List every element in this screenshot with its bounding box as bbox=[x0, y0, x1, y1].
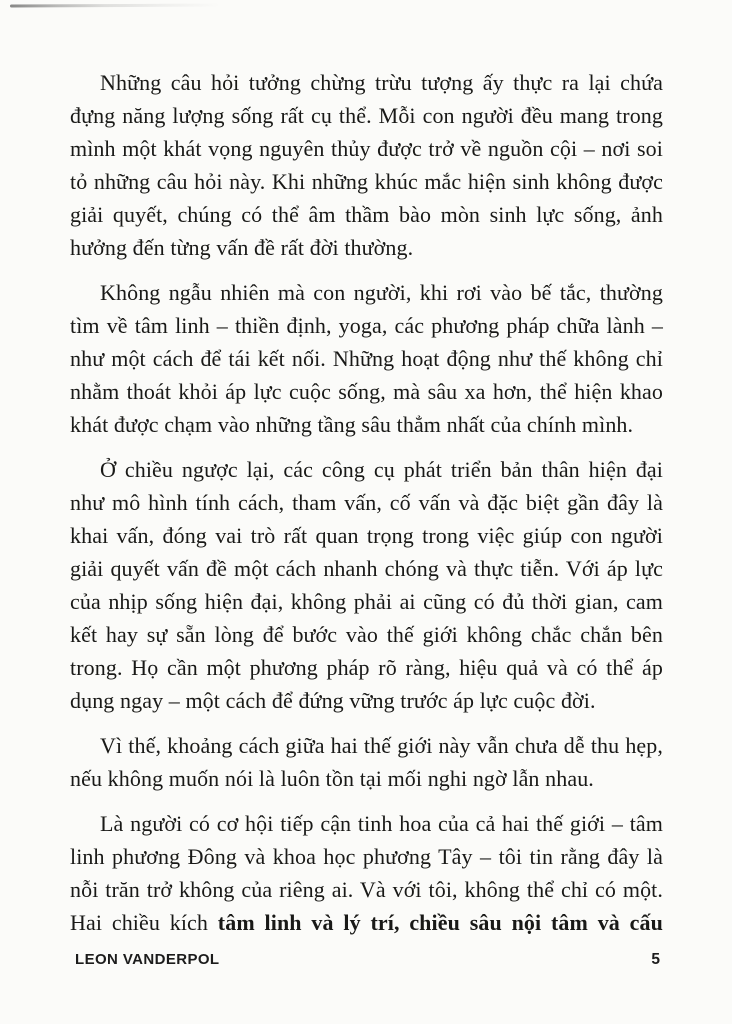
paragraph bbox=[70, 729, 663, 795]
body-text: Ở chiều ngược lại, các công cụ phát triển bản thân hiện đại như mô hình tính cách, tham vấn, cố vấn và đặc biệt gần đây là khai vấn, đóng vai trò rất quan trọng trong việc giúp con người giải quyết vấn đề một cách nhanh chóng và thực tiễn. Với áp lực của nhịp sống hiện đại, không phải ai cũng có đủ thời gian, cam kết hay sự sẵn lòng để bước vào thế giới không chắc chắn bên trong. Họ cần một phương pháp rõ ràng, hiệu quả và có thể áp dụng ngay – một cách để đứng vững trước áp lực cuộc đời. bbox=[70, 457, 663, 713]
body-text: Vì thế, khoảng cách giữa hai thế giới này vẫn chưa dễ thu hẹp, nếu không muốn nói là luôn tồn tại mối nghi ngờ lẫn nhau. bbox=[70, 733, 663, 791]
body-text: Những câu hỏi tưởng chừng trừu tượng ấy thực ra lại chứa đựng năng lượng sống rất cụ thể. Mỗi con người đều mang trong mình một khát vọng nguyên thủy được trở về nguồn cội – nơi soi tỏ những câu hỏi này. Khi những khúc mắc hiện sinh không được giải quyết, chúng có thể âm thầm bào mòn sinh lực sống, ảnh hưởng đến từng vấn đề rất đời thường. bbox=[70, 70, 663, 260]
body-text: Không ngẫu nhiên mà con người, khi rơi vào bế tắc, thường tìm về tâm linh – thiền định, yoga, các phương pháp chữa lành – như một cách để tái kết nối. Những hoạt động như thế không chỉ nhằm thoát khỏi áp lực cuộc sống, mà sâu xa hơn, thể hiện khao khát được chạm vào những tầng sâu thẳm nhất của chính mình. bbox=[70, 280, 663, 437]
paragraph bbox=[70, 276, 663, 441]
paragraph bbox=[70, 66, 663, 264]
running-footer-author: LEON VANDERPOL bbox=[75, 951, 220, 968]
paragraph bbox=[70, 807, 663, 939]
scan-artifact bbox=[10, 4, 220, 8]
page-footer bbox=[75, 951, 660, 969]
paragraph bbox=[70, 453, 663, 717]
body-text: Là người có cơ hội tiếp cận tinh hoa của cả hai thế giới – tâm linh phương Đông và khoa học phương Tây – tôi tin rằng đây là nỗi trăn trở không của riêng ai. Và với tôi, không thể chỉ có một. Hai chiều kích bbox=[70, 811, 663, 935]
page-body-text bbox=[70, 66, 663, 951]
emphasis-text: tâm linh và lý trí, chiều sâu nội tâm và cấu bbox=[217, 910, 663, 935]
page-number: 5 bbox=[651, 951, 660, 968]
